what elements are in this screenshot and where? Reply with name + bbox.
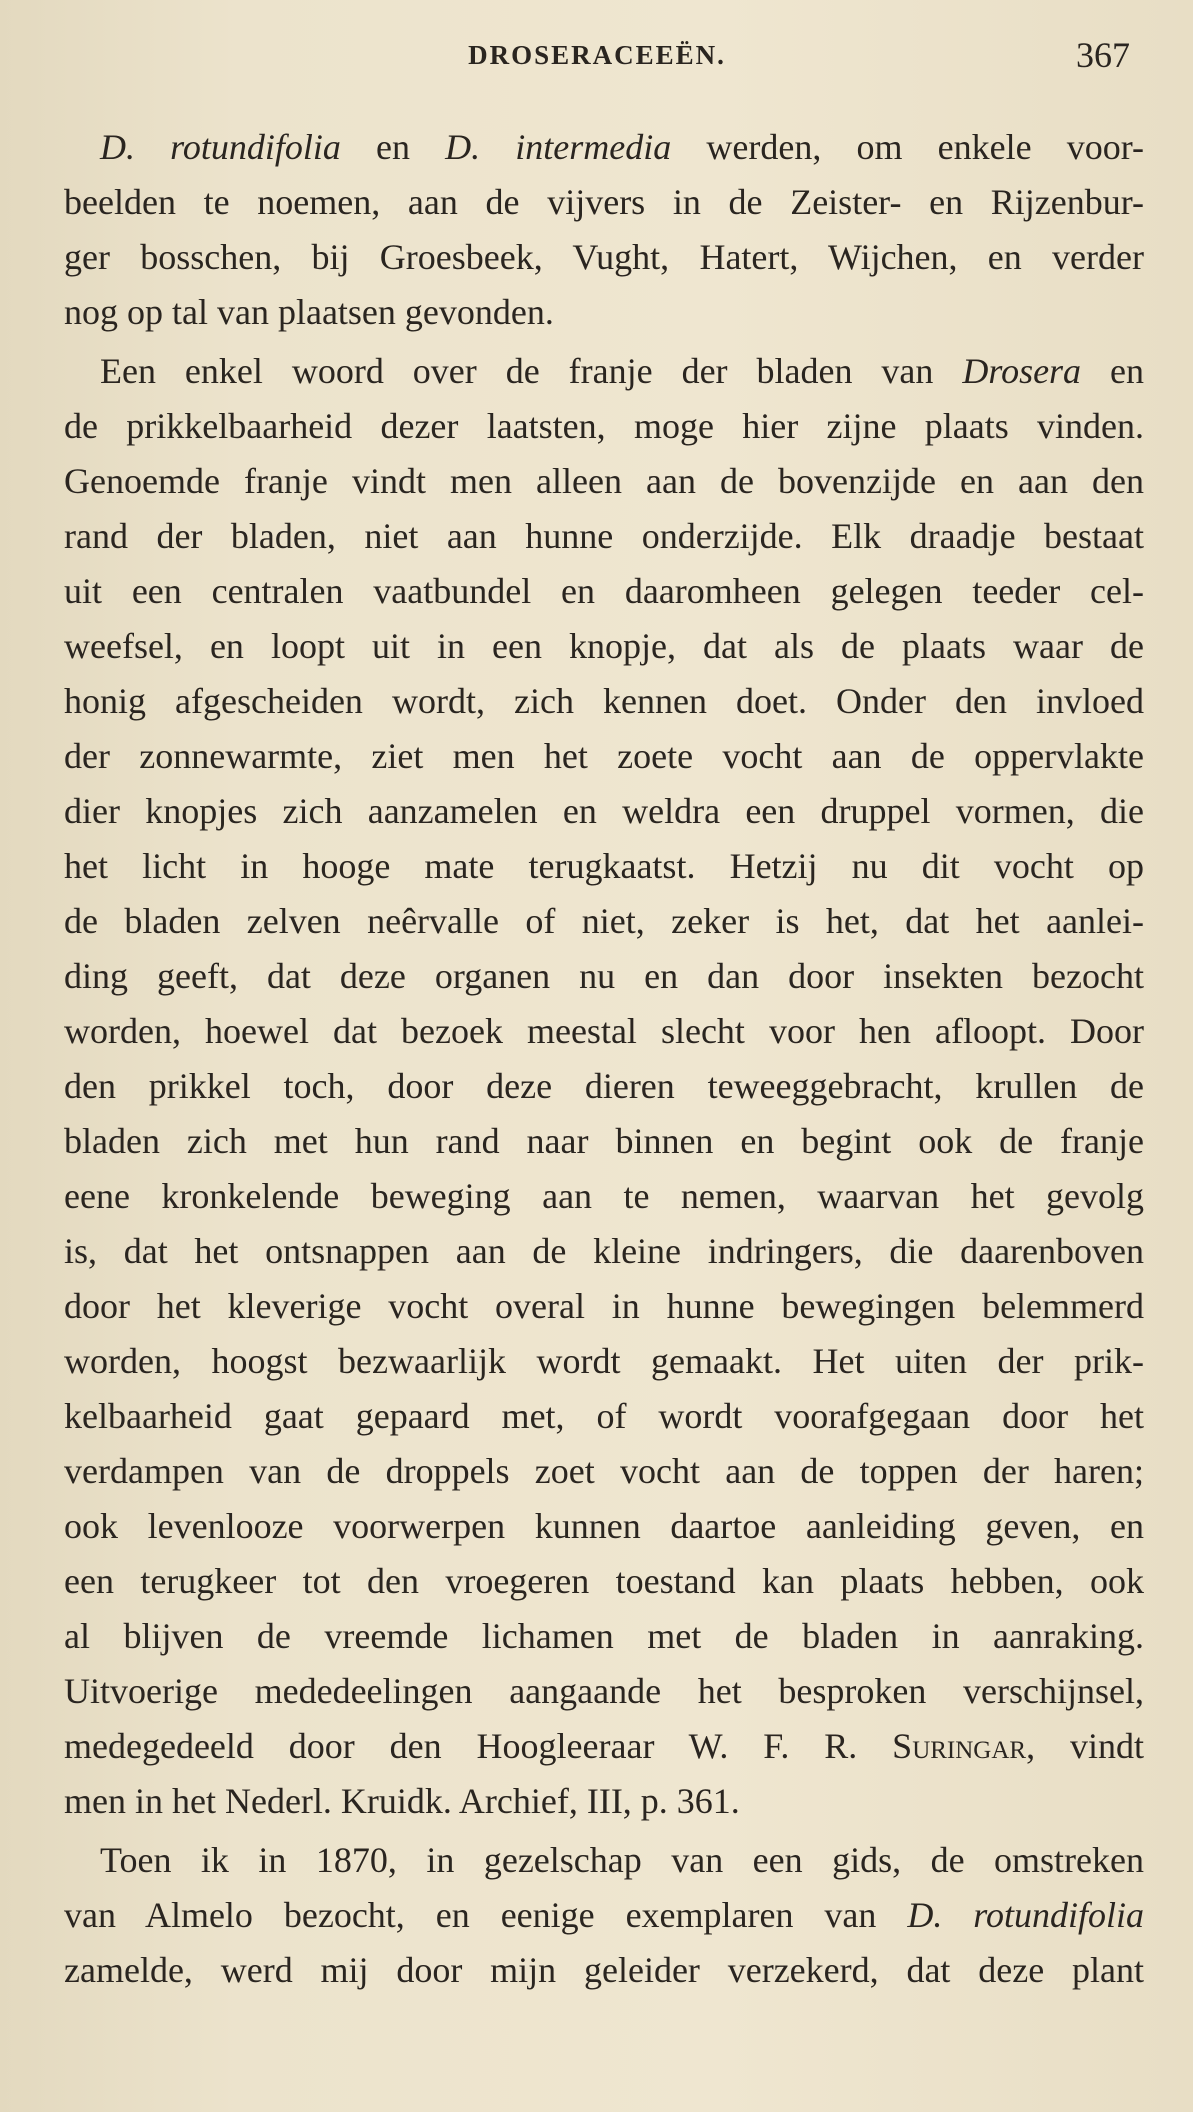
text-line: [64, 1059, 1144, 1114]
text-run: weefsel, en loopt uit in een knopje, dat als de plaats waar de: [64, 626, 1144, 666]
text-run: door het kleverige vocht overal in hunne bewegingen belemmerd: [64, 1286, 1144, 1326]
text-line: [64, 1609, 1144, 1664]
running-head: [64, 35, 1130, 78]
text-line: [64, 1943, 1144, 1998]
text-line: [64, 1279, 1144, 1334]
text-line: [64, 1499, 1144, 1554]
text-line: [64, 619, 1144, 674]
text-run: ook levenlooze voorwerpen kunnen daartoe aanleiding geven, en: [64, 1506, 1144, 1546]
text-run: Genoemde franje vindt men alleen aan de bovenzijde en aan den: [64, 461, 1144, 501]
text-line: [64, 1554, 1144, 1609]
text-line: [64, 1444, 1144, 1499]
text-line: [64, 1389, 1144, 1444]
author-name: Suringar: [892, 1726, 1027, 1766]
text-line: [64, 1719, 1144, 1774]
text-line: [64, 1224, 1144, 1279]
text-line: [64, 230, 1144, 285]
paragraph-3: [64, 1833, 1144, 1998]
species-name: D. rotundifolia: [907, 1895, 1144, 1935]
text-run: van Almelo bezocht, en eenige exemplaren van: [64, 1895, 908, 1935]
text-run: een terugkeer tot den vroegeren toestand kan plaats hebben, ook: [64, 1561, 1144, 1601]
body-text: [64, 120, 1144, 2002]
species-name: D. rotundifolia: [100, 127, 341, 167]
text-run: rand der bladen, niet aan hunne onderzijde. Elk draadje bestaat: [64, 516, 1144, 556]
text-line: [64, 949, 1144, 1004]
text-line: [64, 1169, 1144, 1224]
text-line: [64, 454, 1144, 509]
text-line: [64, 564, 1144, 619]
text-line: [64, 784, 1144, 839]
text-run: men in het Nederl. Kruidk. Archief, III, p. 361.: [64, 1781, 740, 1821]
text-run: werden, om enkele voor-: [671, 127, 1145, 167]
text-run: beelden te noemen, aan de vijvers in de Zeister- en Rijzenbur-: [64, 182, 1144, 222]
text-line: [64, 1664, 1144, 1719]
text-run: nog op tal van plaatsen gevonden.: [64, 292, 554, 332]
text-run: zamelde, werd mij door mijn geleider verzekerd, dat deze plant: [64, 1950, 1144, 1990]
page-number: 367: [1076, 35, 1130, 75]
text-run: Een enkel woord over de franje der bladen van: [100, 351, 963, 391]
text-run: al blijven de vreemde lichamen met de bladen in aanraking.: [64, 1616, 1144, 1656]
text-run: honig afgescheiden wordt, zich kennen doet. Onder den invloed: [64, 681, 1144, 721]
text-run: de prikkelbaarheid dezer laatsten, moge hier zijne plaats vinden.: [64, 406, 1144, 446]
text-run: en: [340, 127, 446, 167]
text-run: en: [1081, 351, 1145, 391]
text-run: den prikkel toch, door deze dieren teweeggebracht, krullen de: [64, 1066, 1144, 1106]
text-line: [64, 729, 1144, 784]
text-line: [64, 1114, 1144, 1169]
text-run: ger bosschen, bij Groesbeek, Vught, Hatert, Wijchen, en verder: [64, 237, 1144, 277]
text-line: [64, 894, 1144, 949]
text-run: der zonnewarmte, ziet men het zoete vocht aan de oppervlakte: [64, 736, 1144, 776]
text-run: verdampen van de droppels zoet vocht aan de toppen der haren;: [64, 1451, 1144, 1491]
text-line: [64, 399, 1144, 454]
text-line: [64, 674, 1144, 729]
text-run: Toen ik in 1870, in gezelschap van een gids, de omstreken: [100, 1840, 1144, 1880]
text-run: is, dat het ontsnappen aan de kleine indringers, die daarenboven: [64, 1231, 1144, 1271]
text-run: , vindt: [1026, 1726, 1144, 1766]
text-line: [64, 1004, 1144, 1059]
text-line: [64, 344, 1144, 399]
running-title: DROSERACEEËN.: [468, 40, 726, 70]
text-run: dier knopjes zich aanzamelen en weldra een druppel vormen, die: [64, 791, 1144, 831]
text-line: [64, 1774, 1144, 1829]
text-line: [64, 120, 1144, 175]
text-run: kelbaarheid gaat gepaard met, of wordt voorafgegaan door het: [64, 1396, 1144, 1436]
text-run: worden, hoogst bezwaarlijk wordt gemaakt. Het uiten der prik-: [64, 1341, 1144, 1381]
text-run: ding geeft, dat deze organen nu en dan door insekten bezocht: [64, 956, 1144, 996]
text-run: bladen zich met hun rand naar binnen en begint ook de franje: [64, 1121, 1144, 1161]
text-line: [64, 1833, 1144, 1888]
paragraph-2: [64, 344, 1144, 1829]
text-run: de bladen zelven neêrvalle of niet, zeker is het, dat het aanlei-: [64, 901, 1144, 941]
text-line: [64, 1888, 1144, 1943]
text-line: [64, 509, 1144, 564]
genus-name: Drosera: [962, 351, 1082, 391]
text-run: eene kronkelende beweging aan te nemen, waarvan het gevolg: [64, 1176, 1144, 1216]
text-line: [64, 175, 1144, 230]
species-name: D. intermedia: [445, 127, 672, 167]
text-line: [64, 1334, 1144, 1389]
text-line: [64, 839, 1144, 894]
text-line: [64, 285, 1144, 340]
text-run: uit een centralen vaatbundel en daaromheen gelegen teeder cel-: [64, 571, 1144, 611]
text-run: het licht in hooge mate terugkaatst. Hetzij nu dit vocht op: [64, 846, 1144, 886]
paragraph-1: [64, 120, 1144, 340]
text-run: medegedeeld door den Hoogleeraar W. F. R.: [64, 1726, 893, 1766]
text-run: Uitvoerige mededeelingen aangaande het besproken verschijnsel,: [64, 1671, 1144, 1711]
text-run: worden, hoewel dat bezoek meestal slecht voor hen afloopt. Door: [64, 1011, 1144, 1051]
